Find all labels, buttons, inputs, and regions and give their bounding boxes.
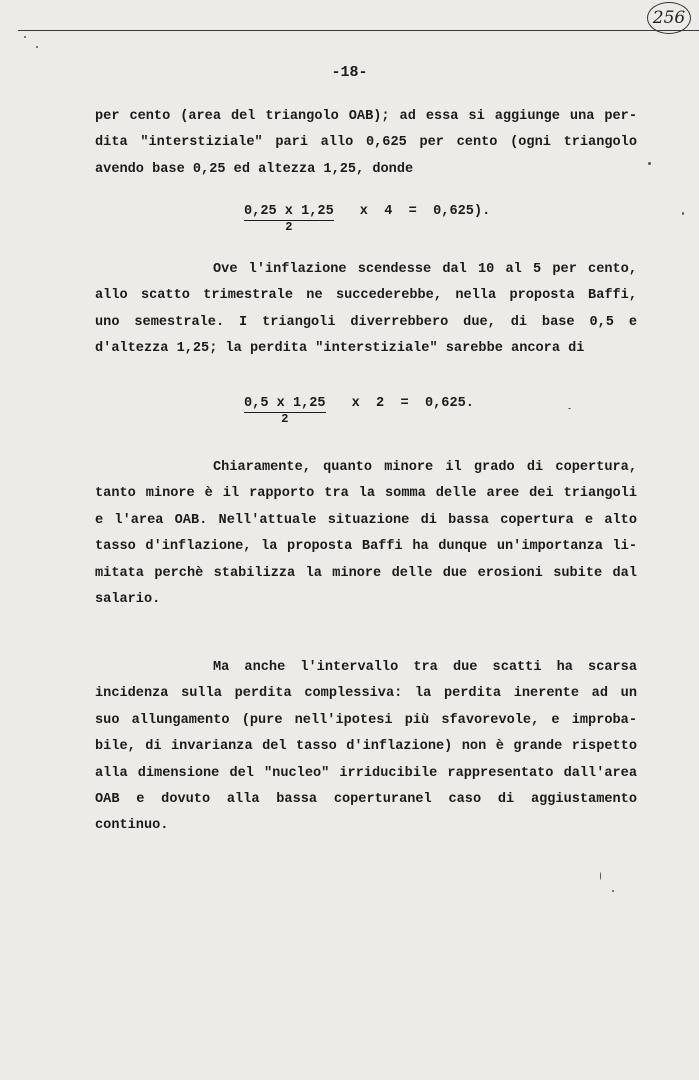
text-line: salario. bbox=[95, 592, 161, 608]
text-line: per cento (area del triangolo OAB); ad essa si aggiunge una per- bbox=[95, 109, 637, 124]
text-line: Ma anche l'intervallo tra due scatti ha scarsa bbox=[213, 660, 637, 675]
fraction bbox=[244, 204, 334, 232]
archive-page-stamp: 256 bbox=[647, 2, 691, 34]
fraction-denominator: 2 bbox=[285, 220, 293, 234]
fraction bbox=[244, 396, 326, 424]
fraction-denominator: 2 bbox=[281, 412, 289, 426]
formula-result: x 2 = 0,625. bbox=[351, 396, 474, 411]
fraction-numerator: 0,25 x 1,25 bbox=[244, 204, 334, 219]
text-line: suo allungamento (pure nell'ipotesi più sfavorevole, e improba- bbox=[95, 712, 637, 728]
scan-speck bbox=[568, 408, 571, 409]
paragraph-3 bbox=[95, 455, 637, 613]
scan-speck bbox=[36, 46, 38, 48]
text-line: d'altezza 1,25; la perdita "interstiziale" sarebbe ancora di bbox=[95, 341, 585, 357]
page-number: -18- bbox=[331, 64, 368, 81]
paragraph-4 bbox=[95, 655, 637, 840]
text-line: Chiaramente, quanto minore il grado di copertura, bbox=[213, 460, 637, 475]
text-line: tanto minore è il rapporto tra la somma delle aree dei triangoli bbox=[95, 486, 637, 502]
paragraph-2 bbox=[95, 257, 637, 363]
text-line: allo scatto trimestrale ne succederebbe, nella proposta Baffi, bbox=[95, 288, 637, 304]
scan-speck bbox=[648, 162, 651, 165]
text-line: mitata perchè stabilizza la minore delle due erosioni subite dal bbox=[95, 565, 637, 581]
scan-speck bbox=[600, 872, 601, 880]
text-line: tasso d'inflazione, la proposta Baffi ha dunque un'importanza li- bbox=[95, 539, 637, 555]
text-line: continuo. bbox=[95, 818, 169, 834]
text-line: avendo base 0,25 ed altezza 1,25, donde bbox=[95, 161, 414, 177]
text-line: bile, di invarianza del tasso d'inflazione) non è grande rispetto bbox=[95, 739, 637, 755]
scan-speck bbox=[612, 890, 614, 892]
scan-speck bbox=[24, 36, 26, 38]
formula-1 bbox=[244, 204, 490, 232]
formula-result: x 4 = 0,625). bbox=[359, 204, 491, 219]
text-line: uno semestrale. I triangoli diverrebbero due, di base 0,5 e bbox=[95, 314, 637, 330]
text-line: incidenza sulla perdita complessiva: la perdita inerente ad un bbox=[95, 686, 637, 702]
scan-speck bbox=[682, 212, 684, 215]
top-rule bbox=[18, 30, 699, 31]
text-line: Ove l'inflazione scendesse dal 10 al 5 per cento, bbox=[213, 262, 637, 277]
paragraph-1 bbox=[95, 104, 637, 183]
text-line: OAB e dovuto alla bassa coperturanel caso di aggiustamento bbox=[95, 792, 637, 808]
text-line: alla dimensione del "nucleo" irriducibile rappresentato dall'area bbox=[95, 765, 637, 781]
text-line: dita "interstiziale" pari allo 0,625 per cento (ogni triangolo bbox=[95, 135, 637, 151]
formula-2 bbox=[244, 396, 474, 424]
text-line: e l'area OAB. Nell'attuale situazione di bassa copertura e alto bbox=[95, 512, 637, 528]
fraction-numerator: 0,5 x 1,25 bbox=[244, 396, 326, 411]
